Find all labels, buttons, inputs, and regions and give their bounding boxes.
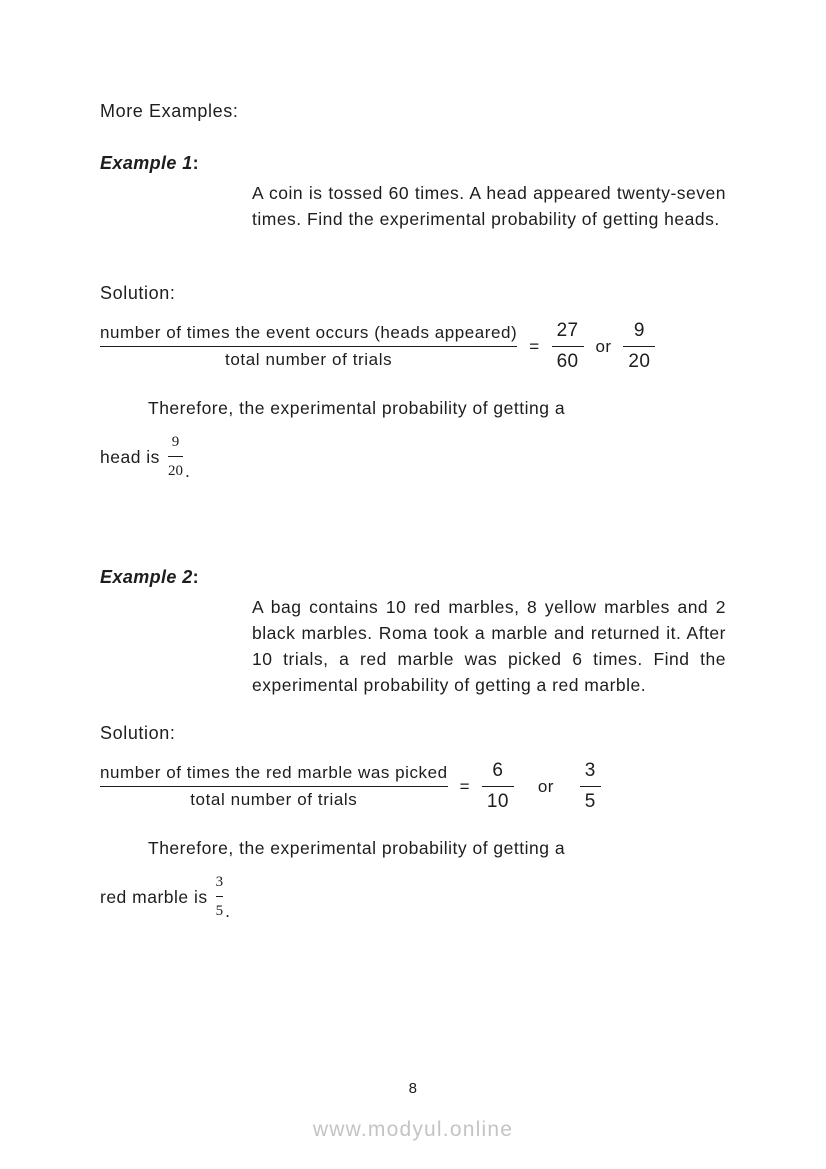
equals-sign: = xyxy=(529,336,540,356)
fraction-denominator: 10 xyxy=(482,786,514,813)
example-1-title xyxy=(100,152,726,174)
example-1-section xyxy=(100,152,726,484)
period: . xyxy=(184,461,191,481)
example-1-problem: A coin is tossed 60 times. A head appeared twenty-seven times. Find the experimental probability of getting heads. xyxy=(252,183,726,229)
fraction-denominator: 20 xyxy=(623,346,655,373)
example-1-ratio-numerator: number of times the event occurs (heads appeared) xyxy=(100,323,517,347)
or-label: or xyxy=(537,776,554,796)
example-1-fraction-9-20 xyxy=(623,320,655,373)
equals-sign: = xyxy=(459,776,470,796)
watermark-url: www.modyul.online xyxy=(312,1118,514,1141)
example-2-conclusion-prefix: red marble is xyxy=(100,886,208,907)
example-1-fraction-27-60 xyxy=(552,320,584,373)
example-1-title-colon: : xyxy=(192,153,200,173)
period: . xyxy=(225,901,231,921)
example-1-answer-fraction xyxy=(168,429,183,484)
example-1-ratio-denominator: total number of trials xyxy=(225,350,393,369)
example-2-answer-fraction xyxy=(216,869,224,924)
example-1-conclusion-line1: Therefore, the experimental probability of getting a xyxy=(148,398,566,418)
example-1-title-text: Example 1 xyxy=(100,153,193,173)
example-2-fraction-6-10 xyxy=(482,760,514,813)
fraction-denominator: 20 xyxy=(168,456,183,484)
fraction-denominator: 5 xyxy=(216,896,224,924)
fraction-numerator: 9 xyxy=(633,320,645,341)
example-1-solution-label: Solution: xyxy=(100,283,176,303)
example-1-conclusion xyxy=(100,395,726,484)
example-2-conclusion-line1: Therefore, the experimental probability of getting a xyxy=(148,838,566,858)
fraction-numerator: 6 xyxy=(492,760,504,781)
fraction-denominator: 5 xyxy=(580,786,601,813)
example-1-ratio-text xyxy=(100,323,517,370)
fraction-denominator: 60 xyxy=(552,346,584,373)
example-2-ratio-text xyxy=(100,763,448,810)
fraction-numerator: 3 xyxy=(215,874,224,890)
example-2-problem: A bag contains 10 red marbles, 8 yellow marbles and 2 black marbles. Roma took a marble and returned it. After 10 trials, a red marble was picked 6 times. Find the experimental probability of getting a red marble. xyxy=(252,597,726,695)
example-2-conclusion xyxy=(100,835,726,924)
page-number: 8 xyxy=(408,1080,418,1097)
example-2-section xyxy=(100,566,726,924)
example-2-ratio-numerator: number of times the red marble was picked xyxy=(100,763,448,787)
example-1-equation xyxy=(100,320,726,373)
fraction-numerator: 9 xyxy=(171,434,180,450)
fraction-numerator: 27 xyxy=(556,320,579,341)
fraction-numerator: 3 xyxy=(584,760,596,781)
example-2-title-colon: : xyxy=(192,567,200,587)
more-examples-heading: More Examples: xyxy=(100,101,239,121)
example-2-title xyxy=(100,566,726,588)
example-2-fraction-3-5 xyxy=(580,760,601,813)
example-1-conclusion-prefix: head is xyxy=(100,446,160,467)
example-2-title-text: Example 2 xyxy=(100,567,193,587)
example-1-conclusion-line2 xyxy=(100,429,726,484)
example-2-solution-label: Solution: xyxy=(100,723,176,743)
example-2-ratio-denominator: total number of trials xyxy=(190,790,358,809)
example-2-equation xyxy=(100,760,726,813)
example-2-conclusion-line2 xyxy=(100,869,726,924)
or-label: or xyxy=(595,336,612,356)
